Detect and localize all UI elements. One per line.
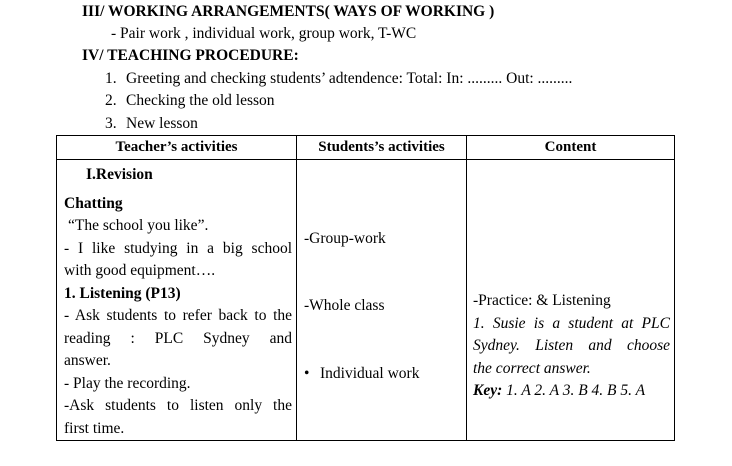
listening-line: first time. (64, 419, 125, 437)
revision-heading: I.Revision (86, 166, 153, 183)
section-3-title: III/ WORKING ARRANGEMENTS( WAYS OF WORKING ) (82, 3, 495, 20)
step-text: Checking the old lesson (126, 92, 275, 109)
procedure-step-1 (105, 69, 572, 89)
listening-line: reading : PLC Sydney and (64, 329, 292, 347)
step-text: Greeting and checking students’ adtendence: Total: In: ......... Out: ......... (126, 70, 573, 87)
step-number: 2. (105, 92, 117, 109)
listening-heading: 1. Listening (P13) (64, 284, 181, 302)
listening-line: - Play the recording. (64, 374, 191, 392)
step-text: New lesson (126, 115, 198, 132)
individual-work-label: Individual work (320, 365, 420, 382)
content-cell (467, 160, 675, 441)
chatting-line: with good equipment…. (64, 262, 216, 279)
procedure-step-3 (105, 114, 198, 134)
answer-key-label: Key: (473, 382, 503, 399)
content-practice-line: -Practice: & Listening (473, 292, 611, 309)
student-activity-individual-work (304, 363, 419, 386)
chatting-heading: Chatting (64, 194, 123, 212)
content-task-line: Sydney. Listen and choose (473, 337, 670, 354)
header-students-activities: Students’s activities (297, 136, 467, 160)
content-task-line: the correct answer. (473, 359, 591, 377)
section-4-title: IV/ TEACHING PROCEDURE: (82, 47, 299, 64)
listening-line: - Ask students to refer back to the (64, 307, 292, 324)
listening-line: -Ask students to listen only the (64, 397, 292, 414)
table-header-row (57, 136, 675, 160)
procedure-step-2 (105, 91, 275, 111)
table-body-row (57, 160, 675, 441)
header-content: Content (467, 136, 675, 160)
chatting-line: - I like studying in a big school (64, 239, 292, 257)
student-activity-whole-class: -Whole class (304, 297, 385, 314)
section-3-detail: - Pair work , individual work, group work, T-WC (111, 25, 417, 42)
chatting-quote: “The school you like”. (68, 217, 209, 234)
bullet-icon: • (304, 365, 310, 382)
listening-line: answer. (64, 352, 111, 369)
answer-key (473, 380, 670, 403)
step-number: 1. (105, 70, 117, 87)
lesson-plan-table (56, 135, 675, 441)
content-task-line: 1. Susie is a student at PLC (473, 314, 670, 332)
answer-key-values: 1. A 2. A 3. B 4. B 5. A (502, 382, 646, 399)
step-number: 3. (105, 115, 117, 132)
students-activities-cell (297, 160, 467, 441)
header-teacher-activities: Teacher’s activities (57, 136, 297, 160)
student-activity-group-work: -Group-work (304, 230, 386, 247)
teacher-activities-cell (57, 160, 297, 441)
